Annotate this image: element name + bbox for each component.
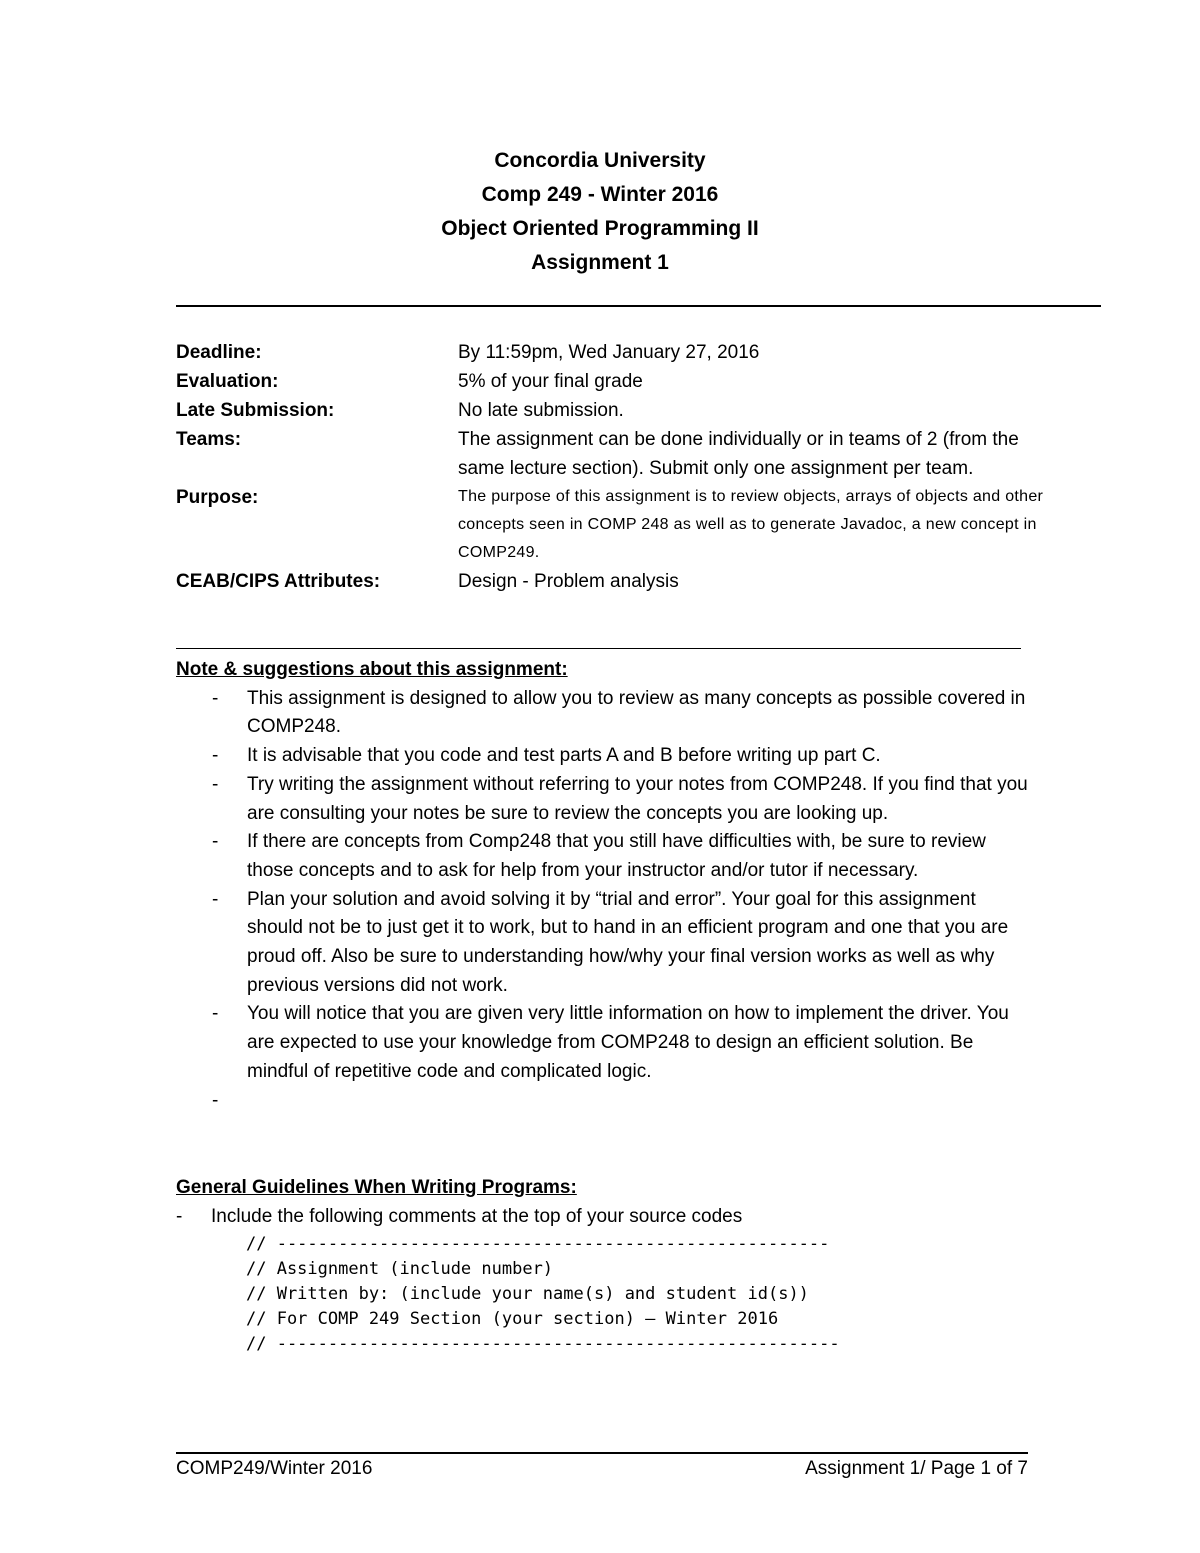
dash-bullet: - bbox=[212, 1003, 219, 1025]
assignment-title: Assignment 1 bbox=[531, 251, 669, 274]
note-text: If there are concepts from Comp248 that you still have difficulties with, be sure to review those concepts and to ask for help from your instructor and/or tutor if necessary. bbox=[247, 831, 986, 881]
list-item bbox=[176, 886, 1036, 1001]
info-row-late-submission bbox=[176, 396, 1056, 425]
info-label: Late Submission: bbox=[176, 400, 335, 421]
info-divider bbox=[176, 648, 1021, 649]
info-label: CEAB/CIPS Attributes: bbox=[176, 571, 381, 592]
document-header bbox=[0, 144, 1200, 280]
info-value: No late submission. bbox=[458, 400, 624, 421]
note-text: It is advisable that you code and test parts A and B before writing up part C. bbox=[247, 745, 881, 767]
footer-divider bbox=[176, 1452, 1028, 1454]
page-footer bbox=[176, 1455, 1028, 1483]
list-item bbox=[176, 685, 1036, 742]
code-line: // Assignment (include number) bbox=[246, 1259, 554, 1279]
notes-list bbox=[176, 685, 1036, 1116]
course-code: Comp 249 - Winter 2016 bbox=[481, 183, 719, 206]
info-value: By 11:59pm, Wed January 27, 2016 bbox=[458, 342, 760, 363]
info-row-attributes bbox=[176, 567, 1056, 596]
dash-bullet: - bbox=[212, 888, 219, 910]
list-item bbox=[176, 1000, 1036, 1086]
info-label: Evaluation: bbox=[176, 371, 279, 392]
list-item bbox=[176, 1087, 1036, 1116]
code-comment-block bbox=[246, 1232, 840, 1357]
info-row-purpose bbox=[176, 483, 1056, 567]
course-title: Object Oriented Programming II bbox=[441, 217, 759, 240]
info-label: Purpose: bbox=[176, 487, 259, 508]
footer-page-number: Assignment 1/ Page 1 of 7 bbox=[805, 1458, 1028, 1479]
info-label: Deadline: bbox=[176, 342, 262, 363]
dash-bullet: - bbox=[212, 745, 219, 767]
info-row-deadline bbox=[176, 338, 1056, 367]
note-text: Try writing the assignment without referring to your notes from COMP248. If you find that you are consulting your notes be sure to review the concepts you are looking up. bbox=[247, 773, 1028, 824]
info-row-teams bbox=[176, 425, 1056, 483]
note-text: Plan your solution and avoid solving it by “trial and error”. Your goal for this assignment should not be to just get it to work, but to hand in an efficient program and one that you are proud off. Also be sure to understanding how/why your final version works as well as why previous versions did not work. bbox=[247, 888, 1009, 996]
info-value: The purpose of this assignment is to review objects, arrays of objects and other concepts seen in COMP 248 as well as to generate Javadoc, a new concept in COMP249. bbox=[458, 488, 1044, 561]
info-value: Design - Problem analysis bbox=[458, 571, 679, 592]
info-value: The assignment can be done individually or in teams of 2 (from the same lecture section). Submit only one assignment per team. bbox=[458, 429, 1019, 479]
code-line: // ------------------------------------------------------ bbox=[246, 1234, 830, 1254]
header-divider bbox=[176, 305, 1101, 307]
footer-course: COMP249/Winter 2016 bbox=[176, 1458, 373, 1479]
note-text: You will notice that you are given very little information on how to implement the driver. You are expected to use your knowledge from COMP248 to design an efficient solution. Be mindful of repetitive code and complicated logic. bbox=[247, 1003, 1009, 1082]
info-table bbox=[176, 338, 1056, 596]
notes-section bbox=[176, 656, 1036, 1115]
dash-bullet: - bbox=[212, 1089, 219, 1111]
info-row-evaluation bbox=[176, 367, 1056, 396]
guideline-text: Include the following comments at the top of your source codes bbox=[211, 1205, 743, 1227]
code-line: // ------------------------------------------------------- bbox=[246, 1334, 840, 1354]
dash-bullet: - bbox=[212, 687, 219, 709]
info-label: Teams: bbox=[176, 429, 242, 450]
list-item bbox=[176, 828, 1036, 885]
dash-bullet: - bbox=[212, 773, 219, 795]
list-item bbox=[176, 742, 1036, 771]
dash-bullet: - bbox=[212, 831, 219, 853]
notes-title: Note & suggestions about this assignment: bbox=[176, 659, 568, 680]
list-item bbox=[176, 1203, 1036, 1232]
dash-bullet: - bbox=[176, 1205, 183, 1227]
list-item bbox=[176, 771, 1036, 828]
info-value: 5% of your final grade bbox=[458, 371, 643, 392]
guidelines-section bbox=[176, 1174, 1036, 1231]
code-line: // For COMP 249 Section (your section) – Winter 2016 bbox=[246, 1309, 779, 1329]
note-text: This assignment is designed to allow you to review as many concepts as possible covered in COMP248. bbox=[247, 687, 1026, 738]
code-line: // Written by: (include your name(s) and student id(s)) bbox=[246, 1284, 809, 1304]
guidelines-title: General Guidelines When Writing Programs: bbox=[176, 1177, 577, 1198]
university-name: Concordia University bbox=[494, 149, 706, 172]
